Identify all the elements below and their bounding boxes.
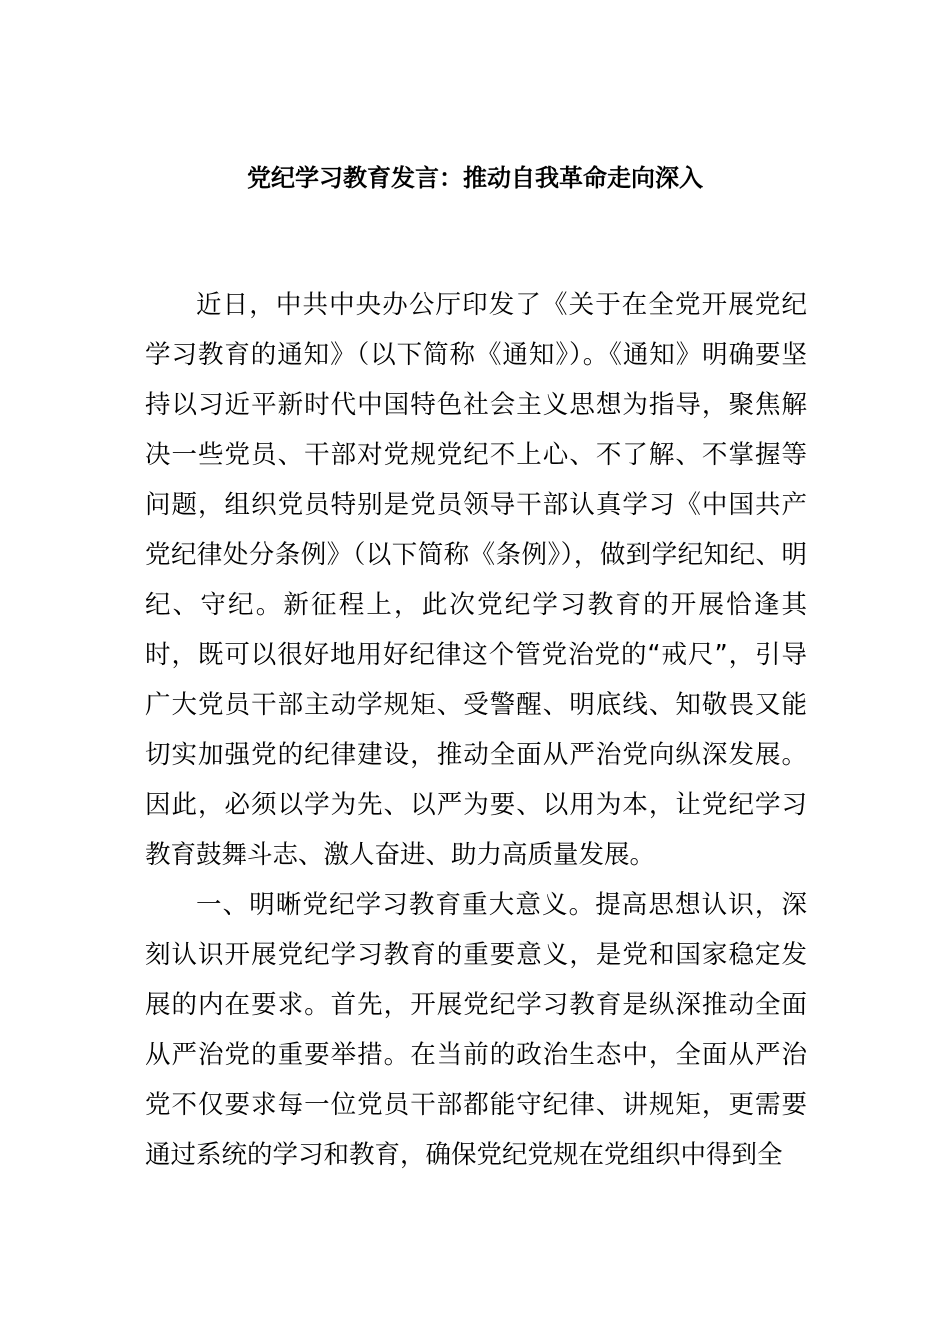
document-body (145, 280, 807, 1180)
paragraph-section-one: 一、明晰党纪学习教育重大意义。提高思想认识，深刻认识开展党纪学习教育的重要意义，是党和国家稳定发展的内在要求。首先，开展党纪学习教育是纵深推动全面从严治党的重要举措。在当前的政治生态中，全面从严治党不仅要求每一位党员干部都能守纪律、讲规矩，更需要通过系统的学习和教育，确保党纪党规在党组织中得到全 (145, 890, 807, 1170)
document-title: 党纪学习教育发言：推动自我革命走向深入 (247, 164, 703, 192)
paragraph-intro: 近日，中共中央办公厅印发了《关于在全党开展党纪学习教育的通知》（以下简称《通知》）。《通知》明确要坚持以习近平新时代中国特色社会主义思想为指导，聚焦解决一些党员、干部对党规党纪不上心、不了解、不掌握等问题，组织党员特别是党员领导干部认真学习《中国共产党纪律处分条例》（以下简称《条例》），做到学纪知纪、明纪、守纪。新征程上，此次党纪学习教育的开展恰逢其时，既可以很好地用好纪律这个管党治党的“戒尺”，引导广大党员干部主动学规矩、受警醒、明底线、知敬畏又能切实加强党的纪律建设，推动全面从严治党向纵深发展。因此，必须以学为先、以严为要、以用为本，让党纪学习教育鼓舞斗志、激人奋进、助力高质量发展。 (145, 290, 807, 870)
